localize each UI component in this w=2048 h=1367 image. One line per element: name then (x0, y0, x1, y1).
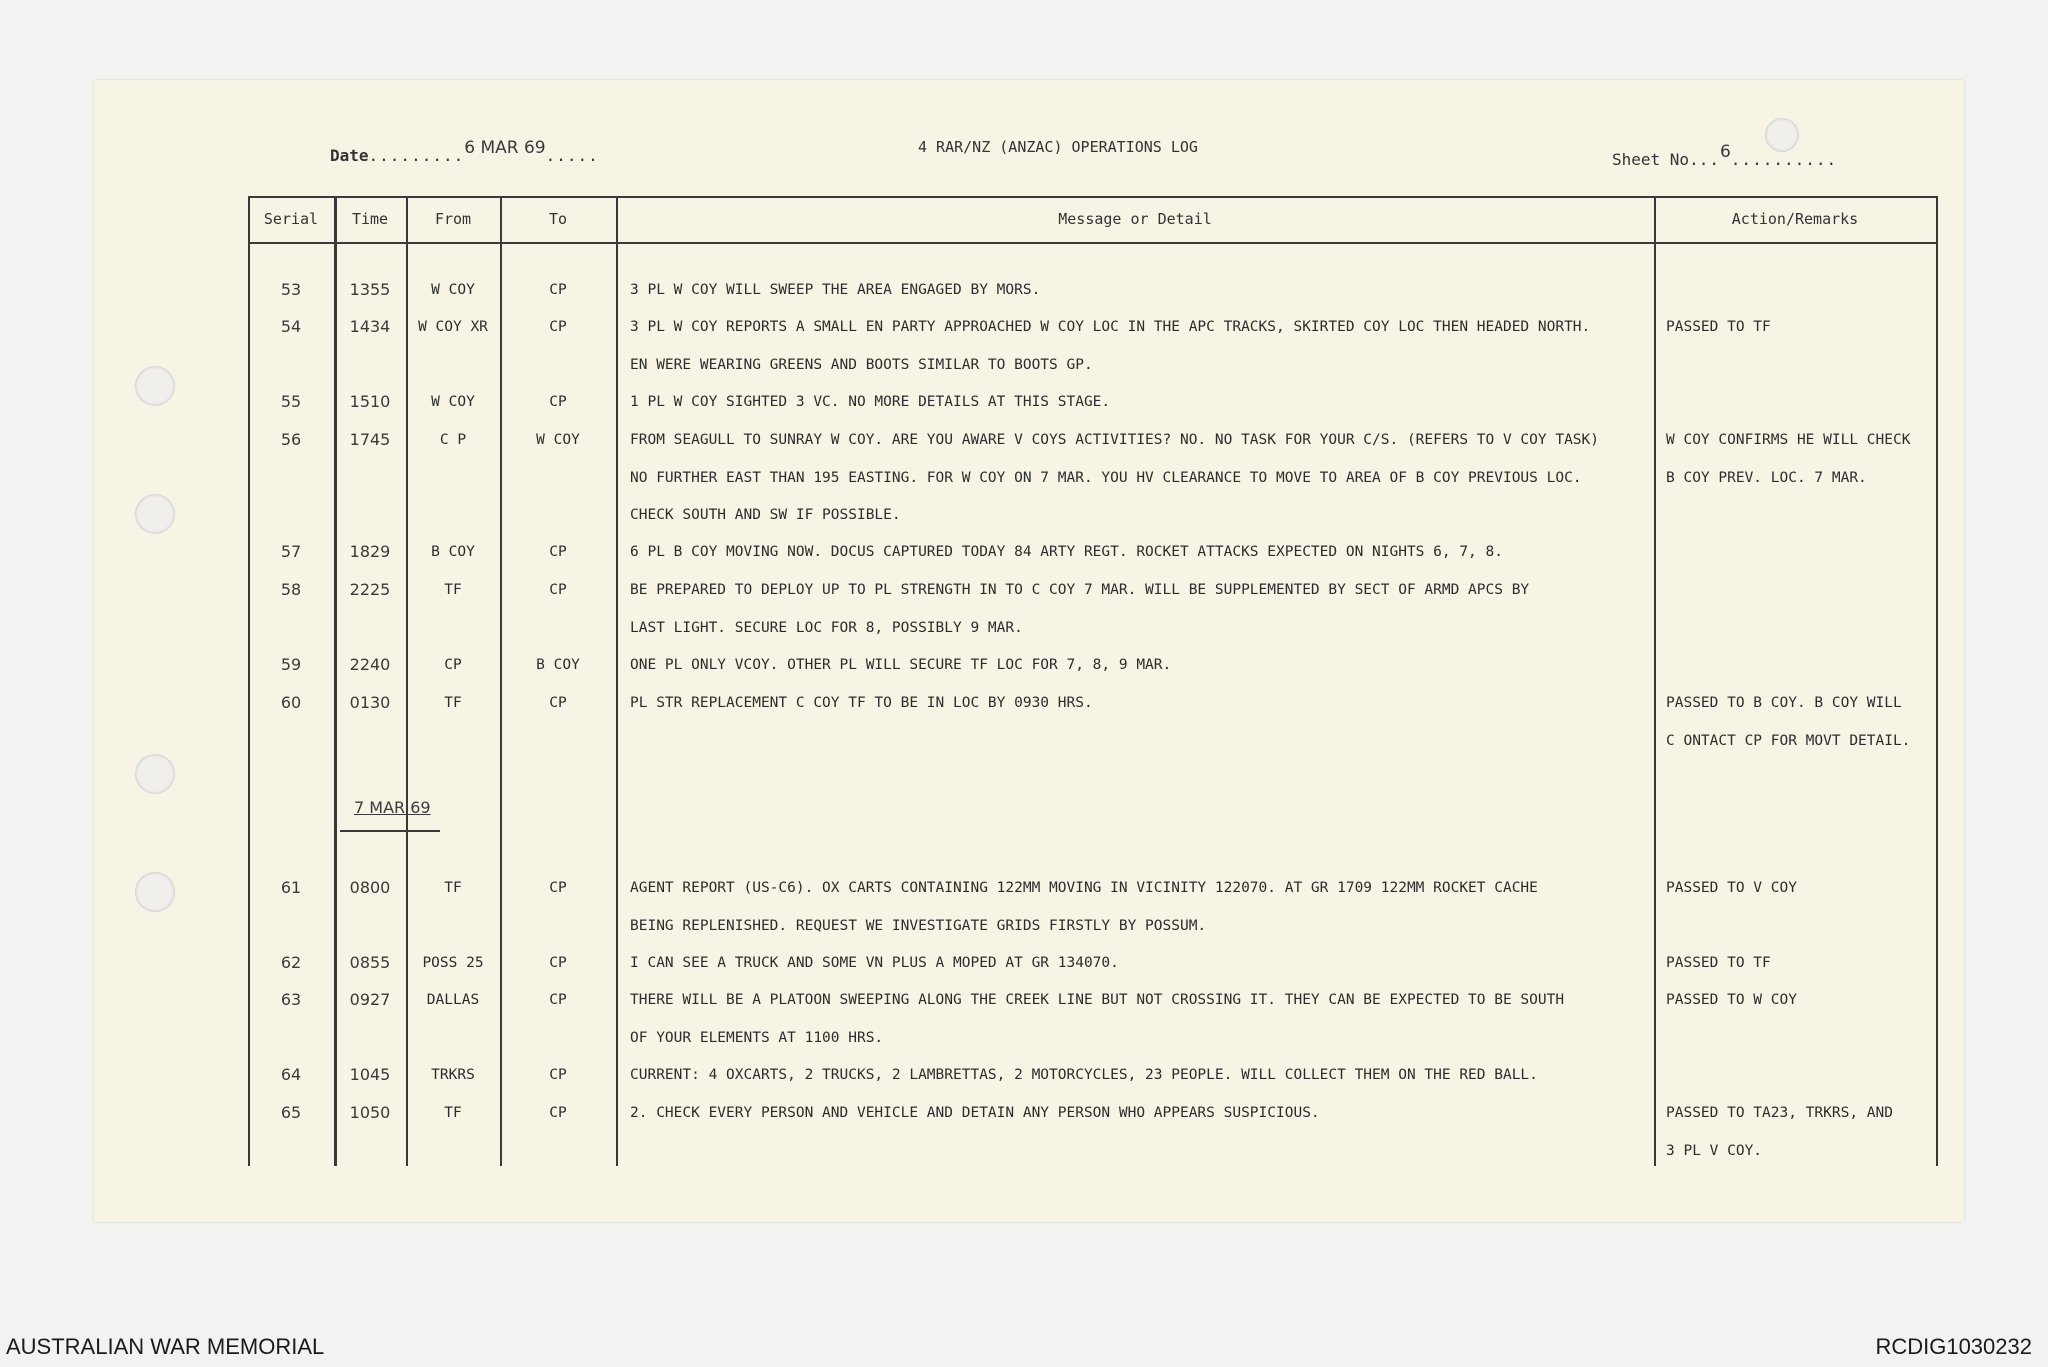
serial-cell: 65 (280, 1103, 302, 1122)
time-cell: 0800 (349, 878, 391, 897)
message-line: AGENT REPORT (US-C6). OX CARTS CONTAINING 122MM MOVING IN VICINITY 122070. AT GR 1709 122MM ROCKET CACHE (630, 880, 1538, 896)
message-line: 2. CHECK EVERY PERSON AND VEHICLE AND DETAIN ANY PERSON WHO APPEARS SUSPICIOUS. (630, 1105, 1320, 1121)
date-value: 6 MAR 69 (464, 138, 546, 158)
to-cell: B COY (536, 657, 580, 673)
from-cell: TF (444, 695, 462, 711)
date-divider: 7 MAR 69 (354, 798, 431, 817)
serial-cell: 63 (280, 990, 302, 1009)
message-line: I CAN SEE A TRUCK AND SOME VN PLUS A MOPED AT GR 134070. (630, 955, 1119, 971)
punch-hole (135, 872, 175, 912)
from-cell: TF (444, 582, 462, 598)
header-bottom-border (248, 242, 1938, 244)
remarks-line: C ONTACT CP FOR MOVT DETAIL. (1666, 732, 1911, 749)
time-cell: 1355 (349, 280, 391, 299)
to-cell: CP (549, 1067, 567, 1083)
message-line: LAST LIGHT. SECURE LOC FOR 8, POSSIBLY 9 MAR. (630, 619, 1023, 636)
sheet-number: Sheet No...6.......... (1612, 142, 1838, 169)
column-divider (334, 196, 337, 1166)
col-header-time: Time (351, 210, 389, 228)
serial-cell: 62 (280, 953, 302, 972)
column-divider (406, 196, 408, 1166)
archive-reference: RCDIG1030232 (1875, 1334, 2032, 1359)
time-cell: 1434 (349, 317, 391, 336)
remarks-line: PASSED TO W COY (1666, 992, 1797, 1008)
to-cell: CP (549, 992, 567, 1008)
message-line: FROM SEAGULL TO SUNRAY W COY. ARE YOU AWARE V COYS ACTIVITIES? NO. NO TASK FOR YOUR C/S. (REFERS TO V COY TASK) (630, 432, 1600, 448)
punch-hole (135, 494, 175, 534)
serial-cell: 61 (280, 878, 302, 897)
from-cell: DALLAS (426, 992, 480, 1008)
remarks-line: B COY PREV. LOC. 7 MAR. (1666, 469, 1867, 486)
archive-credit: AUSTRALIAN WAR MEMORIAL (6, 1334, 325, 1359)
punch-hole (1765, 118, 1799, 152)
remarks-line: PASSED TO TA23, TRKRS, AND (1666, 1105, 1893, 1121)
from-cell: B COY (431, 544, 475, 560)
to-cell: CP (549, 955, 567, 971)
punch-hole (135, 754, 175, 794)
from-cell: TF (444, 880, 462, 896)
serial-cell: 55 (280, 392, 302, 411)
message-line: BE PREPARED TO DEPLOY UP TO PL STRENGTH IN TO C COY 7 MAR. WILL BE SUPPLEMENTED BY SECT OF ARMD APCS BY (630, 582, 1530, 598)
message-line: NO FURTHER EAST THAN 195 EASTING. FOR W COY ON 7 MAR. YOU HV CLEARANCE TO MOVE TO AREA OF B COY PREVIOUS LOC. (630, 469, 1582, 486)
operations-log-table (248, 196, 1938, 1166)
sheet-value: 6 (1719, 142, 1731, 162)
message-line: ONE PL ONLY VCOY. OTHER PL WILL SECURE TF LOC FOR 7, 8, 9 MAR. (630, 657, 1172, 673)
message-line: THERE WILL BE A PLATOON SWEEPING ALONG THE CREEK LINE BUT NOT CROSSING IT. THEY CAN BE EXPECTED TO BE SOUTH (630, 992, 1565, 1008)
serial-cell: 56 (280, 430, 302, 449)
remarks-line: 3 PL V COY. (1666, 1142, 1763, 1159)
time-cell: 0927 (349, 990, 391, 1009)
date-label: Date (330, 146, 369, 165)
time-cell: 0855 (349, 953, 391, 972)
sheet-label: Sheet No. (1612, 150, 1699, 169)
serial-cell: 64 (280, 1065, 302, 1084)
time-cell: 1745 (349, 430, 391, 449)
col-header-to: To (548, 210, 568, 228)
serial-cell: 53 (280, 280, 302, 299)
time-cell: 0130 (349, 693, 391, 712)
page-title: 4 RAR/NZ (ANZAC) OPERATIONS LOG (918, 138, 1198, 156)
col-header-from: From (434, 210, 472, 228)
from-cell: TF (444, 1105, 462, 1121)
time-cell: 1045 (349, 1065, 391, 1084)
to-cell: CP (549, 695, 567, 711)
from-cell: W COY (431, 282, 475, 298)
message-line: OF YOUR ELEMENTS AT 1100 HRS. (630, 1029, 884, 1046)
serial-cell: 57 (280, 542, 302, 561)
message-line: 3 PL W COY REPORTS A SMALL EN PARTY APPROACHED W COY LOC IN THE APC TRACKS, SKIRTED COY LOC THEN HEADED NORTH. (630, 319, 1591, 335)
col-header-remarks: Action/Remarks (1731, 210, 1859, 228)
column-divider (500, 196, 502, 1166)
serial-cell: 54 (280, 317, 302, 336)
message-line: BEING REPLENISHED. REQUEST WE INVESTIGATE GRIDS FIRSTLY BY POSSUM. (630, 917, 1207, 934)
remarks-line: PASSED TO TF (1666, 319, 1771, 335)
message-line: 3 PL W COY WILL SWEEP THE AREA ENGAGED BY MORS. (630, 282, 1041, 298)
remarks-line: PASSED TO B COY. B COY WILL (1666, 695, 1902, 711)
to-cell: W COY (536, 432, 580, 448)
column-divider (616, 196, 618, 1166)
date-divider-rule (340, 830, 440, 832)
table-top-border (248, 196, 1938, 198)
to-cell: CP (549, 1105, 567, 1121)
time-cell: 1050 (349, 1103, 391, 1122)
to-cell: CP (549, 544, 567, 560)
to-cell: CP (549, 582, 567, 598)
column-divider (1654, 196, 1656, 1166)
remarks-line: W COY CONFIRMS HE WILL CHECK (1666, 432, 1911, 448)
to-cell: CP (549, 319, 567, 335)
from-cell: W COY (431, 394, 475, 410)
time-cell: 2240 (349, 655, 391, 674)
from-cell: POSS 25 (422, 955, 484, 971)
message-line: CHECK SOUTH AND SW IF POSSIBLE. (630, 507, 901, 523)
message-line: 1 PL W COY SIGHTED 3 VC. NO MORE DETAILS AT THIS STAGE. (630, 394, 1111, 410)
to-cell: CP (549, 880, 567, 896)
serial-cell: 58 (280, 580, 302, 599)
serial-cell: 60 (280, 693, 302, 712)
to-cell: CP (549, 282, 567, 298)
serial-cell: 59 (280, 655, 302, 674)
from-cell: C P (439, 432, 467, 448)
from-cell: TRKRS (431, 1067, 475, 1083)
from-cell: CP (444, 657, 462, 673)
message-line: 6 PL B COY MOVING NOW. DOCUS CAPTURED TODAY 84 ARTY REGT. ROCKET ATTACKS EXPECTED ON NIGHTS 6, 7, 8. (630, 544, 1503, 560)
time-cell: 1829 (349, 542, 391, 561)
remarks-line: PASSED TO TF (1666, 955, 1771, 971)
column-divider (248, 196, 250, 1166)
date-field: Date.........6 MAR 69..... (330, 138, 599, 165)
time-cell: 1510 (349, 392, 391, 411)
message-line: EN WERE WEARING GREENS AND BOOTS SIMILAR TO BOOTS GP. (630, 356, 1093, 373)
column-divider (1936, 196, 1938, 1166)
message-line: CURRENT: 4 OXCARTS, 2 TRUCKS, 2 LAMBRETTAS, 2 MOTORCYCLES, 23 PEOPLE. WILL COLLECT THEM ON THE RED BALL. (630, 1067, 1538, 1083)
to-cell: CP (549, 394, 567, 410)
col-header-message: Message or Detail (1058, 210, 1212, 228)
time-cell: 2225 (349, 580, 391, 599)
col-header-serial: Serial (263, 210, 319, 228)
remarks-line: PASSED TO V COY (1666, 880, 1797, 896)
punch-hole (135, 366, 175, 406)
from-cell: W COY XR (418, 319, 488, 335)
message-line: PL STR REPLACEMENT C COY TF TO BE IN LOC BY 0930 HRS. (630, 695, 1093, 711)
